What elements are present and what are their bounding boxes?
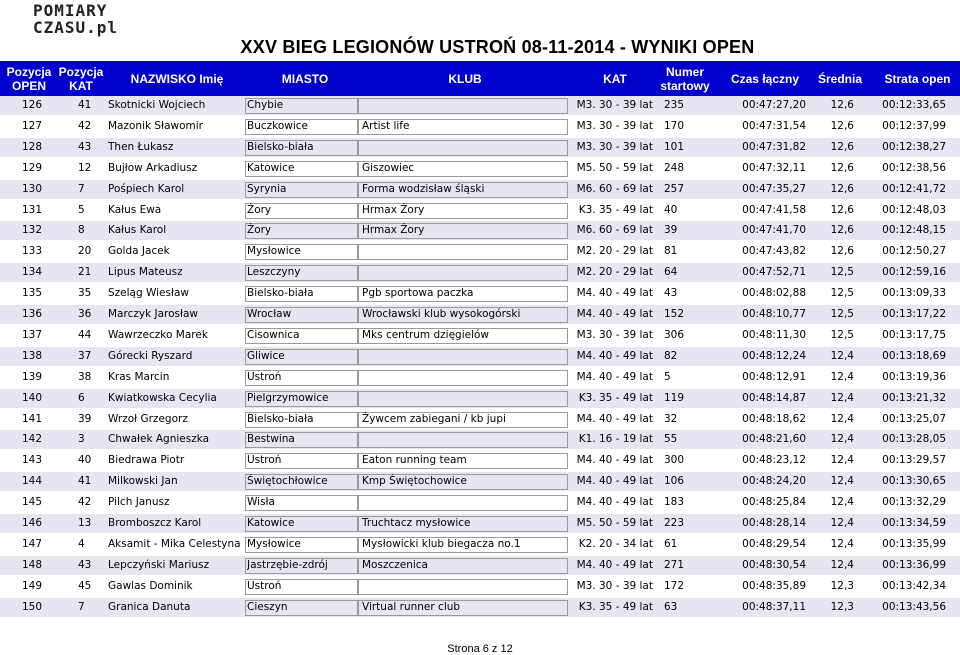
table-row bbox=[0, 535, 960, 554]
cell-pos-open: 141 bbox=[22, 413, 43, 425]
cell-loss: 00:13:43,56 bbox=[882, 601, 946, 613]
cell-pos-open: 140 bbox=[22, 392, 43, 404]
cell-kat: M2. 20 - 29 lat bbox=[576, 245, 653, 257]
cell-kat: M3. 30 - 39 lat bbox=[576, 120, 653, 132]
cell-time: 00:47:31,54 bbox=[742, 120, 806, 132]
cell-city: Chybie bbox=[247, 99, 284, 111]
table-row bbox=[0, 201, 960, 220]
cell-club: Virtual runner club bbox=[362, 601, 461, 613]
cell-city: Bielsko-biała bbox=[247, 413, 314, 425]
cell-avg: 12,4 bbox=[830, 559, 854, 571]
cell-pos-kat: 43 bbox=[78, 559, 92, 571]
cell-kat: K3. 35 - 49 lat bbox=[578, 601, 653, 613]
cell-city: Wisła bbox=[247, 496, 275, 508]
cell-loss: 00:13:19,36 bbox=[882, 371, 946, 383]
cell-time: 00:47:52,71 bbox=[742, 266, 806, 278]
cell-pos-open: 136 bbox=[22, 308, 43, 320]
cell-name: Mazonik Sławomir bbox=[108, 120, 203, 132]
table-row bbox=[0, 598, 960, 617]
cell-loss: 00:12:48,15 bbox=[882, 224, 946, 236]
page-title: XXV BIEG LEGIONÓW USTROŃ 08-11-2014 - WYNIKI OPEN bbox=[240, 37, 755, 57]
cell-name: Biedrawa Piotr bbox=[108, 454, 185, 466]
cell-pos-kat: 37 bbox=[78, 350, 92, 362]
cell-pos-open: 139 bbox=[22, 371, 43, 383]
cell-time: 00:48:28,14 bbox=[742, 517, 806, 529]
cell-name: Kałus Ewa bbox=[108, 204, 162, 216]
cell-kat: M4. 40 - 49 lat bbox=[576, 287, 653, 299]
cell-city: Wrocław bbox=[247, 308, 292, 320]
cell-pos-kat: 43 bbox=[78, 141, 92, 153]
cell-pos-open: 132 bbox=[22, 224, 43, 236]
cell-pos-open: 142 bbox=[22, 433, 43, 445]
cell-club bbox=[362, 96, 572, 115]
cell-city: Ustroń bbox=[247, 371, 282, 383]
cell-city: Żory bbox=[247, 224, 272, 236]
cell-club: Wrocławski klub wysokogórski bbox=[362, 308, 521, 320]
cell-bib: 183 bbox=[664, 496, 685, 508]
table-row bbox=[0, 472, 960, 491]
cell-kat: M5. 50 - 59 lat bbox=[576, 162, 653, 174]
table-row bbox=[0, 389, 960, 408]
cell-city: Ustroń bbox=[247, 454, 282, 466]
cell-loss: 00:12:59,16 bbox=[882, 266, 946, 278]
cell-name: Pilch Janusz bbox=[108, 496, 170, 508]
cell-bib: 43 bbox=[664, 287, 678, 299]
cell-time: 00:47:27,20 bbox=[742, 99, 806, 111]
cell-club bbox=[362, 138, 572, 157]
cell-name: Skotnicki Wojciech bbox=[108, 99, 206, 111]
cell-avg: 12,3 bbox=[830, 580, 854, 592]
cell-loss: 00:12:37,99 bbox=[882, 120, 946, 132]
cell-name: Bujłow Arkadiusz bbox=[108, 162, 198, 174]
cell-pos-open: 135 bbox=[22, 287, 43, 299]
cell-name: Kras Marcin bbox=[108, 371, 170, 383]
table-row bbox=[0, 138, 960, 157]
cell-pos-kat: 45 bbox=[78, 580, 92, 592]
cell-kat: M3. 30 - 39 lat bbox=[576, 580, 653, 592]
cell-name: Lepczyński Mariusz bbox=[108, 559, 210, 571]
cell-bib: 172 bbox=[664, 580, 685, 592]
cell-loss: 00:12:38,27 bbox=[882, 141, 946, 153]
cell-city: Bielsko-biała bbox=[247, 287, 314, 299]
cell-kat: M2. 20 - 29 lat bbox=[576, 266, 653, 278]
cell-club bbox=[362, 430, 572, 449]
cell-loss: 00:13:17,22 bbox=[882, 308, 946, 320]
cell-pos-open: 146 bbox=[22, 517, 43, 529]
cell-pos-kat: 5 bbox=[78, 204, 85, 216]
cell-bib: 61 bbox=[664, 538, 678, 550]
table-row bbox=[0, 242, 960, 261]
cell-avg: 12,4 bbox=[830, 517, 854, 529]
header-loss: Strata open bbox=[884, 71, 951, 86]
cell-bib: 39 bbox=[664, 224, 678, 236]
cell-kat: M3. 30 - 39 lat bbox=[576, 141, 653, 153]
cell-pos-kat: 42 bbox=[78, 496, 92, 508]
cell-club: Giszowiec bbox=[362, 162, 415, 174]
cell-avg: 12,5 bbox=[830, 308, 854, 320]
cell-club: Forma wodzisław śląski bbox=[362, 183, 485, 195]
cell-name: Lipus Mateusz bbox=[108, 266, 183, 278]
table-row bbox=[0, 430, 960, 449]
cell-pos-kat: 8 bbox=[78, 224, 85, 236]
cell-loss: 00:13:36,99 bbox=[882, 559, 946, 571]
table-row bbox=[0, 159, 960, 178]
cell-avg: 12,5 bbox=[830, 266, 854, 278]
cell-loss: 00:13:18,69 bbox=[882, 350, 946, 362]
header-city: MIASTO bbox=[281, 71, 329, 86]
cell-avg: 12,4 bbox=[830, 392, 854, 404]
cell-bib: 271 bbox=[664, 559, 685, 571]
cell-kat: M4. 40 - 49 lat bbox=[576, 454, 653, 466]
cell-pos-kat: 13 bbox=[78, 517, 92, 529]
cell-avg: 12,4 bbox=[830, 433, 854, 445]
cell-pos-open: 143 bbox=[22, 454, 43, 466]
cell-city: Mysłowice bbox=[247, 538, 301, 550]
cell-bib: 63 bbox=[664, 601, 678, 613]
cell-name: Chwałek Agnieszka bbox=[108, 433, 210, 445]
cell-pos-kat: 7 bbox=[78, 183, 85, 195]
cell-time: 00:47:41,70 bbox=[742, 224, 806, 236]
cell-time: 00:48:18,62 bbox=[742, 413, 806, 425]
cell-name: Bromboszcz Karol bbox=[108, 517, 202, 529]
cell-name: Kwiatkowska Cecylia bbox=[108, 392, 217, 404]
header-bib: Numer startowy bbox=[660, 64, 710, 93]
cell-name: Górecki Ryszard bbox=[108, 350, 193, 362]
cell-pos-kat: 12 bbox=[78, 162, 92, 174]
table-row bbox=[0, 117, 960, 136]
cell-time: 00:48:24,20 bbox=[742, 475, 806, 487]
cell-pos-kat: 42 bbox=[78, 120, 92, 132]
header-time: Czas łączny bbox=[730, 71, 800, 86]
cell-pos-open: 133 bbox=[22, 245, 43, 257]
cell-kat: M3. 30 - 39 lat bbox=[576, 99, 653, 111]
table-row bbox=[0, 451, 960, 470]
cell-time: 00:47:41,58 bbox=[742, 204, 806, 216]
cell-kat: M6. 60 - 69 lat bbox=[576, 183, 653, 195]
cell-club: Pgb sportowa paczka bbox=[362, 287, 474, 299]
cell-club: Żywcem zabiegani / kb jupi bbox=[362, 413, 506, 425]
cell-time: 00:48:10,77 bbox=[742, 308, 806, 320]
cell-pos-kat: 41 bbox=[78, 99, 92, 111]
cell-bib: 152 bbox=[664, 308, 685, 320]
cell-bib: 300 bbox=[664, 454, 685, 466]
cell-kat: K3. 35 - 49 lat bbox=[578, 392, 653, 404]
cell-pos-kat: 35 bbox=[78, 287, 92, 299]
cell-time: 00:48:12,24 bbox=[742, 350, 806, 362]
header-kat: KAT bbox=[603, 71, 627, 86]
cell-kat: K2. 20 - 34 lat bbox=[578, 538, 653, 550]
cell-bib: 257 bbox=[664, 183, 685, 195]
cell-city: Gliwice bbox=[247, 350, 285, 362]
cell-time: 00:48:11,30 bbox=[742, 329, 806, 341]
cell-loss: 00:13:21,32 bbox=[882, 392, 946, 404]
cell-pos-kat: 21 bbox=[78, 266, 92, 278]
cell-avg: 12,5 bbox=[830, 287, 854, 299]
cell-name: Kałus Karol bbox=[108, 224, 167, 236]
cell-pos-kat: 4 bbox=[78, 538, 85, 550]
cell-city: Katowice bbox=[247, 162, 295, 174]
cell-pos-open: 149 bbox=[22, 580, 43, 592]
cell-avg: 12,4 bbox=[830, 350, 854, 362]
cell-club bbox=[362, 493, 572, 512]
table-row bbox=[0, 284, 960, 303]
cell-pos-open: 128 bbox=[22, 141, 43, 153]
header-avg: Średnia bbox=[817, 71, 862, 86]
cell-time: 00:48:23,12 bbox=[742, 454, 806, 466]
cell-pos-kat: 36 bbox=[78, 308, 92, 320]
cell-pos-kat: 44 bbox=[78, 329, 92, 341]
cell-city: Jastrzębie-zdrój bbox=[247, 559, 328, 571]
header-club: KLUB bbox=[448, 71, 482, 86]
cell-loss: 00:12:33,65 bbox=[882, 99, 946, 111]
cell-pos-kat: 7 bbox=[78, 601, 85, 613]
cell-avg: 12,4 bbox=[830, 496, 854, 508]
cell-kat: M4. 40 - 49 lat bbox=[576, 413, 653, 425]
cell-name: Granica Danuta bbox=[108, 601, 191, 613]
cell-time: 00:48:29,54 bbox=[742, 538, 806, 550]
cell-club: Truchtacz mysłowice bbox=[362, 517, 471, 529]
cell-time: 00:48:02,88 bbox=[742, 287, 806, 299]
cell-loss: 00:13:35,99 bbox=[882, 538, 946, 550]
cell-bib: 248 bbox=[664, 162, 685, 174]
logo bbox=[33, 2, 123, 36]
cell-kat: M5. 50 - 59 lat bbox=[576, 517, 653, 529]
cell-pos-open: 127 bbox=[22, 120, 43, 132]
cell-club: Artist life bbox=[362, 120, 410, 132]
cell-pos-kat: 6 bbox=[78, 392, 85, 404]
cell-bib: 223 bbox=[664, 517, 685, 529]
cell-name: Szeląg Wiesław bbox=[108, 287, 189, 299]
cell-pos-open: 138 bbox=[22, 350, 43, 362]
header-name: NAZWISKO Imię bbox=[130, 71, 224, 86]
cell-name: Wawrzeczko Marek bbox=[108, 329, 208, 341]
cell-bib: 5 bbox=[664, 371, 671, 383]
table-row bbox=[0, 410, 960, 429]
cell-city: Syrynia bbox=[247, 183, 287, 195]
cell-pos-open: 134 bbox=[22, 266, 43, 278]
cell-club: Hrmax Żory bbox=[362, 204, 425, 216]
cell-pos-kat: 41 bbox=[78, 475, 92, 487]
cell-time: 00:47:43,82 bbox=[742, 245, 806, 257]
cell-bib: 55 bbox=[664, 433, 678, 445]
cell-bib: 170 bbox=[664, 120, 685, 132]
logo-line-1: POMIARY bbox=[33, 1, 108, 20]
cell-avg: 12,4 bbox=[830, 454, 854, 466]
cell-club: Mysłowicki klub biegacza no.1 bbox=[362, 538, 521, 550]
cell-club: Eaton running team bbox=[362, 454, 467, 466]
cell-club bbox=[362, 389, 572, 408]
cell-time: 00:48:12,91 bbox=[742, 371, 806, 383]
cell-bib: 235 bbox=[664, 99, 685, 111]
cell-kat: M4. 40 - 49 lat bbox=[576, 350, 653, 362]
cell-city: Świętochłowice bbox=[247, 475, 328, 487]
cell-city: Bestwina bbox=[247, 433, 295, 445]
cell-avg: 12,6 bbox=[830, 204, 854, 216]
cell-pos-kat: 38 bbox=[78, 371, 92, 383]
cell-name: Golda Jacek bbox=[108, 245, 170, 257]
cell-city: Ustroń bbox=[247, 580, 282, 592]
cell-avg: 12,6 bbox=[830, 120, 854, 132]
cell-avg: 12,4 bbox=[830, 538, 854, 550]
logo-line-2: CZASU.pl bbox=[33, 18, 119, 37]
table-row bbox=[0, 556, 960, 575]
cell-name: Gawlas Dominik bbox=[108, 580, 193, 592]
cell-loss: 00:13:17,75 bbox=[882, 329, 946, 341]
cell-city: Bielsko-biała bbox=[247, 141, 314, 153]
cell-pos-kat: 40 bbox=[78, 454, 92, 466]
cell-kat: M4. 40 - 49 lat bbox=[576, 308, 653, 320]
cell-kat: M3. 30 - 39 lat bbox=[576, 329, 653, 341]
cell-pos-open: 144 bbox=[22, 475, 43, 487]
header-pos-open: Pozycja OPEN bbox=[6, 64, 52, 93]
cell-name: Pośpiech Karol bbox=[108, 183, 185, 195]
cell-bib: 40 bbox=[664, 204, 678, 216]
cell-club bbox=[362, 577, 572, 596]
cell-avg: 12,4 bbox=[830, 475, 854, 487]
cell-club bbox=[362, 347, 572, 366]
cell-loss: 00:13:29,57 bbox=[882, 454, 946, 466]
cell-bib: 106 bbox=[664, 475, 685, 487]
cell-name: Then Łukasz bbox=[108, 141, 174, 153]
cell-city: Katowice bbox=[247, 517, 295, 529]
cell-time: 00:48:14,87 bbox=[742, 392, 806, 404]
cell-time: 00:48:37,11 bbox=[742, 601, 806, 613]
cell-time: 00:47:31,82 bbox=[742, 141, 806, 153]
cell-bib: 101 bbox=[664, 141, 685, 153]
cell-kat: M6. 60 - 69 lat bbox=[576, 224, 653, 236]
header-pos-kat: Pozycja KAT bbox=[58, 64, 104, 93]
page-footer: Strona 6 z 12 bbox=[447, 643, 513, 655]
table-row bbox=[0, 347, 960, 366]
table-row bbox=[0, 368, 960, 387]
cell-bib: 306 bbox=[664, 329, 685, 341]
cell-name: Milkowski Jan bbox=[108, 475, 178, 487]
table-row bbox=[0, 493, 960, 512]
cell-bib: 32 bbox=[664, 413, 678, 425]
cell-loss: 00:13:32,29 bbox=[882, 496, 946, 508]
cell-avg: 12,6 bbox=[830, 162, 854, 174]
cell-city: Cisownica bbox=[247, 329, 300, 341]
cell-city: Pielgrzymowice bbox=[247, 392, 329, 404]
cell-club: Kmp Świętochowice bbox=[362, 475, 467, 487]
cell-pos-kat: 20 bbox=[78, 245, 92, 257]
cell-club: Hrmax Żory bbox=[362, 224, 425, 236]
table-row bbox=[0, 514, 960, 533]
cell-time: 00:47:35,27 bbox=[742, 183, 806, 195]
cell-loss: 00:13:09,33 bbox=[882, 287, 946, 299]
cell-time: 00:48:21,60 bbox=[742, 433, 806, 445]
cell-city: Żory bbox=[247, 204, 272, 216]
table-row bbox=[0, 96, 960, 115]
cell-bib: 82 bbox=[664, 350, 678, 362]
cell-avg: 12,6 bbox=[830, 141, 854, 153]
cell-bib: 64 bbox=[664, 266, 678, 278]
table-row bbox=[0, 305, 960, 324]
cell-kat: M4. 40 - 49 lat bbox=[576, 496, 653, 508]
cell-bib: 119 bbox=[664, 392, 685, 404]
cell-city: Leszczyny bbox=[247, 266, 301, 278]
cell-avg: 12,6 bbox=[830, 99, 854, 111]
cell-pos-open: 147 bbox=[22, 538, 43, 550]
cell-avg: 12,4 bbox=[830, 371, 854, 383]
cell-time: 00:48:30,54 bbox=[742, 559, 806, 571]
table-row bbox=[0, 180, 960, 199]
cell-pos-kat: 3 bbox=[78, 433, 85, 445]
cell-time: 00:48:35,89 bbox=[742, 580, 806, 592]
cell-avg: 12,6 bbox=[830, 183, 854, 195]
table-row bbox=[0, 221, 960, 240]
cell-kat: M4. 40 - 49 lat bbox=[576, 371, 653, 383]
cell-club bbox=[362, 242, 572, 261]
cell-time: 00:47:32,11 bbox=[742, 162, 806, 174]
cell-avg: 12,6 bbox=[830, 224, 854, 236]
cell-bib: 81 bbox=[664, 245, 678, 257]
cell-pos-open: 145 bbox=[22, 496, 43, 508]
cell-avg: 12,3 bbox=[830, 601, 854, 613]
table-header bbox=[0, 61, 960, 96]
cell-pos-kat: 39 bbox=[78, 413, 92, 425]
cell-loss: 00:12:48,03 bbox=[882, 204, 946, 216]
cell-pos-open: 137 bbox=[22, 329, 43, 341]
cell-loss: 00:13:28,05 bbox=[882, 433, 946, 445]
cell-club: Moszczenica bbox=[362, 559, 428, 571]
table-row bbox=[0, 577, 960, 596]
cell-loss: 00:12:38,56 bbox=[882, 162, 946, 174]
cell-name: Wrzoł Grzegorz bbox=[108, 413, 188, 425]
cell-city: Cieszyn bbox=[247, 601, 288, 613]
cell-avg: 12,4 bbox=[830, 413, 854, 425]
table-row bbox=[0, 326, 960, 345]
cell-club bbox=[362, 263, 572, 282]
cell-club: Mks centrum dzięgielów bbox=[362, 329, 490, 341]
cell-city: Mysłowice bbox=[247, 245, 301, 257]
cell-name: Aksamit - Mika Celestyna bbox=[108, 538, 241, 550]
cell-loss: 00:13:34,59 bbox=[882, 517, 946, 529]
cell-loss: 00:13:30,65 bbox=[882, 475, 946, 487]
cell-pos-open: 130 bbox=[22, 183, 43, 195]
cell-avg: 12,6 bbox=[830, 245, 854, 257]
cell-time: 00:48:25,84 bbox=[742, 496, 806, 508]
cell-loss: 00:12:41,72 bbox=[882, 183, 946, 195]
cell-name: Marczyk Jarosław bbox=[108, 308, 199, 320]
cell-loss: 00:13:25,07 bbox=[882, 413, 946, 425]
cell-loss: 00:13:42,34 bbox=[882, 580, 946, 592]
cell-kat: K1. 16 - 19 lat bbox=[578, 433, 653, 445]
cell-pos-open: 148 bbox=[22, 559, 43, 571]
table-row bbox=[0, 263, 960, 282]
cell-pos-open: 126 bbox=[22, 99, 43, 111]
cell-loss: 00:12:50,27 bbox=[882, 245, 946, 257]
cell-pos-open: 150 bbox=[22, 601, 43, 613]
cell-kat: K3. 35 - 49 lat bbox=[578, 204, 653, 216]
cell-city: Buczkowice bbox=[247, 120, 309, 132]
cell-avg: 12,5 bbox=[830, 329, 854, 341]
cell-pos-open: 131 bbox=[22, 204, 43, 216]
cell-club bbox=[362, 368, 572, 387]
cell-pos-open: 129 bbox=[22, 162, 43, 174]
cell-kat: M4. 40 - 49 lat bbox=[576, 475, 653, 487]
cell-kat: M4. 40 - 49 lat bbox=[576, 559, 653, 571]
